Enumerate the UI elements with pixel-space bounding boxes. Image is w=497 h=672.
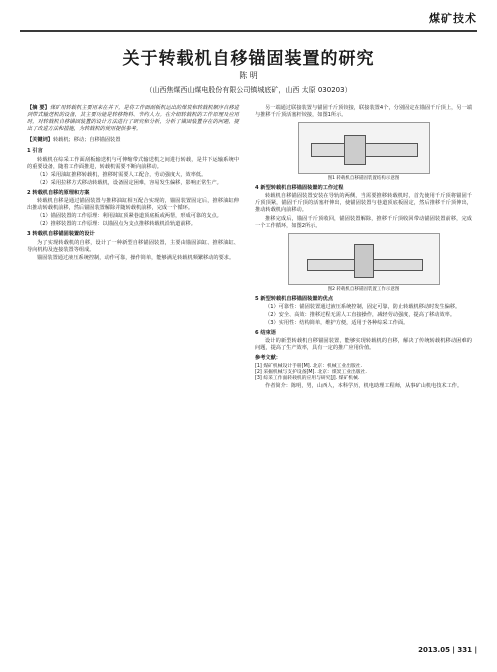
keywords-label: 【关键词】 xyxy=(27,137,53,144)
paragraph: 转载机自移是通过锚固装置与推移油缸相互配合实现的，锚固装置固定后，推移油缸伸出推动转载机前移，然后锚固装置解除并随转载机前移，完成一个循环。 xyxy=(27,198,239,212)
author-bio: 作者简介：陈明，男，山西人，本科学历，机电助理工程师，从事矿山机电技术工作。 xyxy=(265,382,463,389)
paragraph: （2）采用拉移方式移动转载机，设备固定困难，容易发生偏移，影响正常生产。 xyxy=(37,179,222,186)
paragraph: 另一端通过联接装置与锚固千斤顶铰接，联接装置4个，分别固定在锚固千斤顶上，另一端与推移千斤顶活塞杆铰接，如图1所示。 xyxy=(255,105,472,119)
paragraph: （3）实用性：结构简单，维护方便，适用于各种综采工作面。 xyxy=(265,320,409,327)
keywords xyxy=(27,137,239,144)
reference-item: [2] 采掘机械与支护设备[M]. 北京：煤炭工业出版社. xyxy=(255,369,367,375)
references-list xyxy=(255,364,472,383)
fig1-image xyxy=(298,122,430,174)
figure-shape xyxy=(354,244,374,278)
paragraph: 设计的新型转载机自移锚固装置，能够实现转载机的自移，解决了传统转载机移动困难的问题，提高了生产效率，具有一定的推广应用价值。 xyxy=(255,338,472,352)
header-rule xyxy=(20,30,477,32)
page-header xyxy=(0,0,497,34)
keywords-text: 转载机；移动；自移锚固装置 xyxy=(52,137,121,144)
paragraph: （2）安全、高效：推移过程无需人工直接操作，减轻劳动强度，提高了移动效率。 xyxy=(265,311,456,318)
section-heading: 4 新型转载机自移锚固装置的工作过程 xyxy=(255,185,344,192)
figure-caption: 图2 转载机自移锚固装置工作示意图 xyxy=(327,286,400,292)
figure-shape xyxy=(344,135,366,165)
reference-item: [1] 煤矿机械设计手册[M]. 北京：机械工业出版社. xyxy=(255,363,363,369)
section-heading: 3 转载机自移锚固装置的设计 xyxy=(27,231,95,238)
left-column xyxy=(27,105,239,263)
paragraph: 转载机在综采工作面刮板输送机与可伸缩带式输送机之间进行转载，是井下运输系统中的重要设备，随着工作面推进，转载机需要不断向前移动。 xyxy=(27,156,239,170)
references-title: 参考文献： xyxy=(255,355,281,362)
right-column xyxy=(255,105,472,391)
left-body xyxy=(27,148,239,261)
article-title: 关于转载机自移锚固装置的研究 xyxy=(122,49,375,69)
section-heading: 5 新型转载机自移锚固装置的优点 xyxy=(255,295,334,302)
abstract-label: 【摘 要】 xyxy=(27,105,50,111)
paragraph: （1）锚固装置的工作原理：利用油缸顶紧巷道顶底板或两帮，形成可靠的支点。 xyxy=(37,213,222,220)
paragraph: （1）采用油缸推移转载机，推移时需要人工配合，劳动强度大，效率低。 xyxy=(37,171,207,178)
section-heading: 6 结束语 xyxy=(255,330,276,337)
reference-item: [3] 综采工作面转载机的应用与研究[J]. 煤矿机械. xyxy=(255,376,360,382)
fig2-image xyxy=(288,233,440,285)
figure-caption: 图1 转载机自移锚固装置结构示意图 xyxy=(327,176,400,182)
paragraph: 推移完成后，锚固千斤顶收回，锚固装置解除，推移千斤顶收回带动锚固装置前移，完成一个工作循环，如图2所示。 xyxy=(255,215,472,229)
section-heading: 2 转载机自移的原理和方案 xyxy=(27,189,90,196)
abstract xyxy=(27,105,239,133)
paragraph: 转载机自移锚固装置安装在导轨的两侧，当需要推移转载机时，首先使用千斤顶将锚固千斤顶顶紧，锚固千斤顶的活塞杆伸出，使锚固装置与巷道顶底板固定，然后推移千斤顶伸出，推动转载机向前移动。 xyxy=(255,193,472,214)
right-body xyxy=(255,105,472,352)
paragraph: 锚固装置通过液压系统控制，动作可靠，操作简单，能够满足转载机频繁移动的要求。 xyxy=(37,254,235,261)
section-heading: 1 引言 xyxy=(27,148,43,155)
abstract-text: 煤矿用转载机主要用来在井下，是将工作面刮板机运出的煤炭和转载机顺序自移进到带式输送机的设备，其主要功能是转移物料、节约人力。在介绍转载机的工作原理及应用时，对转载机自移锚固装置的设计方法进行了研究和分析，分析了锚固装置存在的问题，提出了改进方法和措施，为转载机的使用提供参考。 xyxy=(27,105,239,133)
page-number: 2013.05 | 331 | xyxy=(418,646,477,654)
paragraph: 为了实现转载机的自移，设计了一种新型自移锚固装置，主要由锚固油缸、推移油缸、导向机构及连接装置等组成。 xyxy=(27,239,239,253)
article-author: 陈 明 xyxy=(239,71,258,80)
paragraph: （2）推移装置的工作原理：以锚固点为支点推移转载机沿轨道前移。 xyxy=(37,221,196,228)
paragraph: （1）可靠性：锚固装置通过液压系统控制，固定可靠，防止转载机移动时发生偏移。 xyxy=(265,303,461,310)
column-name: 煤矿技术 xyxy=(429,12,477,25)
article-affiliation: （山西焦煤西山煤电股份有限公司镇城底矿，山西 太原 030203） xyxy=(145,86,352,94)
